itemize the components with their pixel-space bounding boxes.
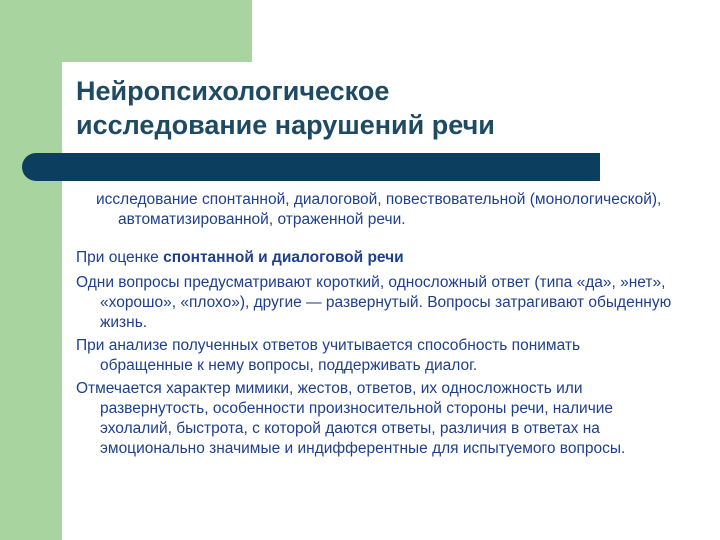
evaluation-prefix: При оценке (76, 249, 164, 266)
paragraph-analysis: При анализе полученных ответов учитывается способность понимать обращенные к нему вопросы, поддерживать диалог. (76, 337, 581, 374)
left-accent-band (0, 0, 62, 540)
paragraph-observations: Отмечается характер мимики, жестов, ответов, их односложность или развернутость, особенности произносительной стороны речи, наличие эхолалий, быстрота, с которой даются ответы, различия в ответах на эмоционально значимые и индифферентные для испытуемого вопросы. (76, 380, 626, 457)
slide-body (76, 190, 676, 462)
slide-title-line-1: Нейропсихологическое (76, 76, 390, 106)
slide-title-line-2: исследование нарушений речи (76, 110, 495, 140)
slide-title (76, 74, 676, 142)
evaluation-bold-term: спонтанной и диалоговой речи (163, 249, 404, 266)
title-underline-bar (22, 153, 600, 181)
intro-text: исследование спонтанной, диалоговой, повествовательной (монологической), автоматизированной, отраженной речи. (96, 191, 662, 228)
evaluation-heading (76, 248, 676, 268)
top-accent-block (0, 0, 252, 62)
paragraph-questions: Одни вопросы предусматривают короткий, односложный ответ (типа «да», »нет», «хорошо», «плохо»), другие — развернутый. Вопросы затрагивают обыденную жизнь. (76, 274, 672, 331)
